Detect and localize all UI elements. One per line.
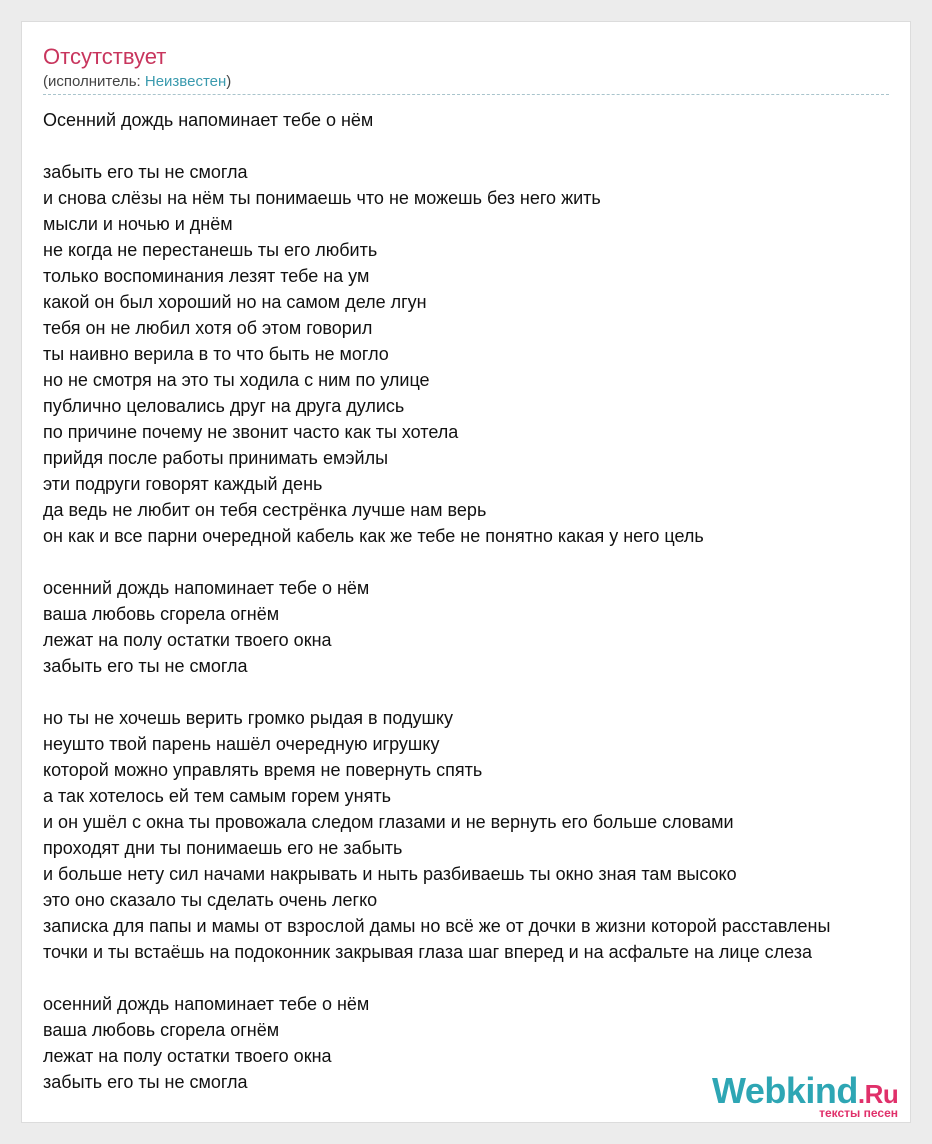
logo-tld: .Ru [857, 1079, 899, 1109]
artist-link[interactable]: Неизвестен [144, 73, 227, 90]
lyric-line: и он ушёл с окна ты провожала следом глазами и не вернуть его больше словами [43, 812, 734, 832]
song-title: Отсутствует [43, 44, 167, 69]
lyric-line: лежат на полу остатки твоего окна [43, 630, 332, 650]
lyric-line: лежат на полу остатки твоего окна [43, 1046, 332, 1066]
stanza-break [43, 679, 910, 705]
lyric-line: но ты не хочешь верить громко рыдая в подушку [43, 708, 453, 728]
lyric-line: ваша любовь сгорела огнём [43, 1020, 280, 1040]
lyric-line: осенний дождь напоминает тебе о нём [43, 578, 370, 598]
stanza-break [43, 549, 910, 575]
lyric-line: только воспоминания лезят тебе на ум [43, 266, 370, 286]
artist-suffix: ) [226, 73, 232, 90]
logo-name: Webkind [712, 1070, 858, 1111]
lyric-line: которой можно управлять время не повернуть спять [43, 760, 483, 780]
lyric-line: Осенний дождь напоминает тебе о нём [43, 110, 374, 130]
lyric-line: забыть его ты не смогла [43, 162, 248, 182]
lyric-line: тебя он не любил хотя об этом говорил [43, 318, 373, 338]
lyric-line: эти подруги говорят каждый день [43, 474, 323, 494]
stanza-break [43, 965, 910, 991]
lyrics-card [21, 21, 911, 1123]
song-header [43, 42, 889, 95]
lyric-line: ты наивно верила в то что быть не могло [43, 344, 389, 364]
lyric-line: а так хотелось ей тем самым горем унять [43, 786, 391, 806]
lyric-line: забыть его ты не смогла [43, 1072, 248, 1092]
lyric-line: осенний дождь напоминает тебе о нём [43, 994, 370, 1014]
lyric-line: ваша любовь сгорела огнём [43, 604, 280, 624]
lyrics-text [43, 107, 910, 1095]
lyric-line: и снова слёзы на нём ты понимаешь что не можешь без него жить [43, 188, 601, 208]
logo-tagline: тексты песен [819, 1106, 898, 1120]
lyric-line: мысли и ночью и днём [43, 214, 233, 234]
lyric-line: не когда не перестанешь ты его любить [43, 240, 378, 260]
lyric-line: записка для папы и мамы от взрослой дамы но всё же от дочки в жизни которой расставлены [43, 916, 831, 936]
lyric-line: точки и ты встаёшь на подоконник закрывая глаза шаг вперед и на асфальте на лице слеза [43, 942, 812, 962]
lyric-line: он как и все парни очередной кабель как же тебе не понятно какая у него цель [43, 526, 704, 546]
stanza-break [43, 133, 910, 159]
lyric-line: и больше нету сил начами накрывать и ныть разбиваешь ты окно зная там высоко [43, 864, 737, 884]
lyric-line: публично целовались друг на друга дулись [43, 396, 405, 416]
lyric-line: но не смотря на это ты ходила с ним по улице [43, 370, 430, 390]
lyric-line: прийдя после работы принимать емэйлы [43, 448, 389, 468]
site-logo[interactable] [712, 1070, 902, 1118]
lyric-line: какой он был хороший но на самом деле лгун [43, 292, 427, 312]
artist-line [43, 73, 231, 90]
lyric-line: это оно сказало ты сделать очень легко [43, 890, 378, 910]
lyric-line: неушто твой парень нашёл очередную игрушку [43, 734, 440, 754]
lyric-line: проходят дни ты понимаешь его не забыть [43, 838, 403, 858]
lyric-line: забыть его ты не смогла [43, 656, 248, 676]
lyric-line: да ведь не любит он тебя сестрёнка лучше нам верь [43, 500, 487, 520]
lyric-line: по причине почему не звонит часто как ты хотела [43, 422, 459, 442]
artist-prefix: (исполнитель: [43, 73, 145, 90]
